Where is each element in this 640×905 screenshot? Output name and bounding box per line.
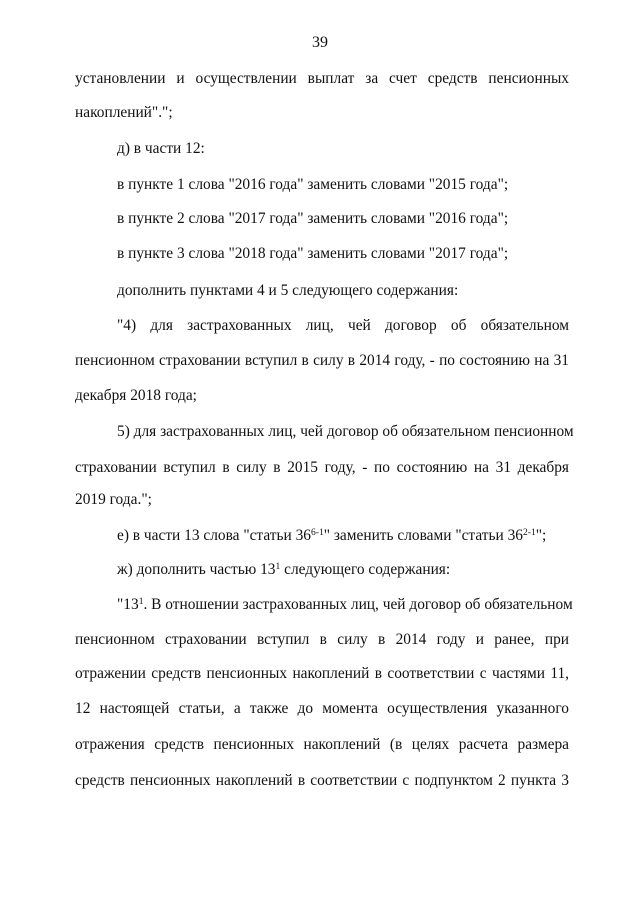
text-line: страховании вступил в силу в 2015 году, - по состоянию на 31 декабря — [75, 459, 569, 476]
text-line: в пункте 1 слова "2016 года" заменить словами "2015 года"; — [117, 176, 509, 193]
text-line — [117, 561, 569, 579]
text-line: отражения средств пенсионных накоплений (в целях расчета размера — [75, 736, 569, 753]
text-line: декабря 2018 года; — [75, 387, 197, 404]
text-line: в пункте 3 слова "2018 года" заменить словами "2017 года"; — [117, 245, 509, 262]
text-line: 2019 года."; — [75, 491, 152, 508]
superscript: 1 — [275, 560, 281, 572]
text-segment: е) в части 13 слова "статьи 36 — [117, 527, 311, 544]
text-line: отражении средств пенсионных накоплений в соответствии с частями 11, — [75, 665, 569, 682]
text-segment: ж) дополнить частью 13 — [117, 561, 276, 578]
text-line: в пункте 2 слова "2017 года" заменить словами "2016 года"; — [117, 210, 509, 227]
page-number: 39 — [312, 34, 328, 51]
text-segment: следующего содержания: — [280, 561, 451, 578]
superscript: 6-1 — [311, 526, 324, 538]
text-line: установлении и осуществлении выплат за счет средств пенсионных — [75, 70, 569, 87]
text-segment: . В отношении застрахованных лиц, чей договор об обязательном — [143, 596, 573, 613]
text-line — [117, 595, 573, 614]
text-line: д) в части 12: — [117, 140, 205, 157]
text-line: 12 настоящей статьи, а также до момента осуществления указанного — [75, 700, 569, 717]
text-line: пенсионном страховании вступил в силу в 2014 году, - по состоянию на 31 — [75, 352, 569, 369]
superscript: 1 — [138, 595, 144, 607]
text-line: 5) для застрахованных лиц, чей договор об обязательном пенсионном — [117, 423, 574, 440]
text-line: пенсионном страховании вступил в силу в 2014 году и ранее, при — [75, 631, 569, 648]
text-line — [117, 527, 569, 545]
text-segment: " заменить словами "статьи 36 — [323, 527, 524, 544]
text-line: средств пенсионных накоплений в соответствии с подпунктом 2 пункта 3 — [75, 772, 569, 789]
text-segment: "; — [535, 527, 547, 544]
text-line: "4) для застрахованных лиц, чей договор об обязательном — [117, 317, 569, 334]
superscript: 2-1 — [523, 526, 536, 538]
text-line: накоплений"."; — [75, 104, 173, 121]
text-segment: "13 — [117, 596, 139, 613]
text-line: дополнить пунктами 4 и 5 следующего содержания: — [117, 282, 459, 299]
